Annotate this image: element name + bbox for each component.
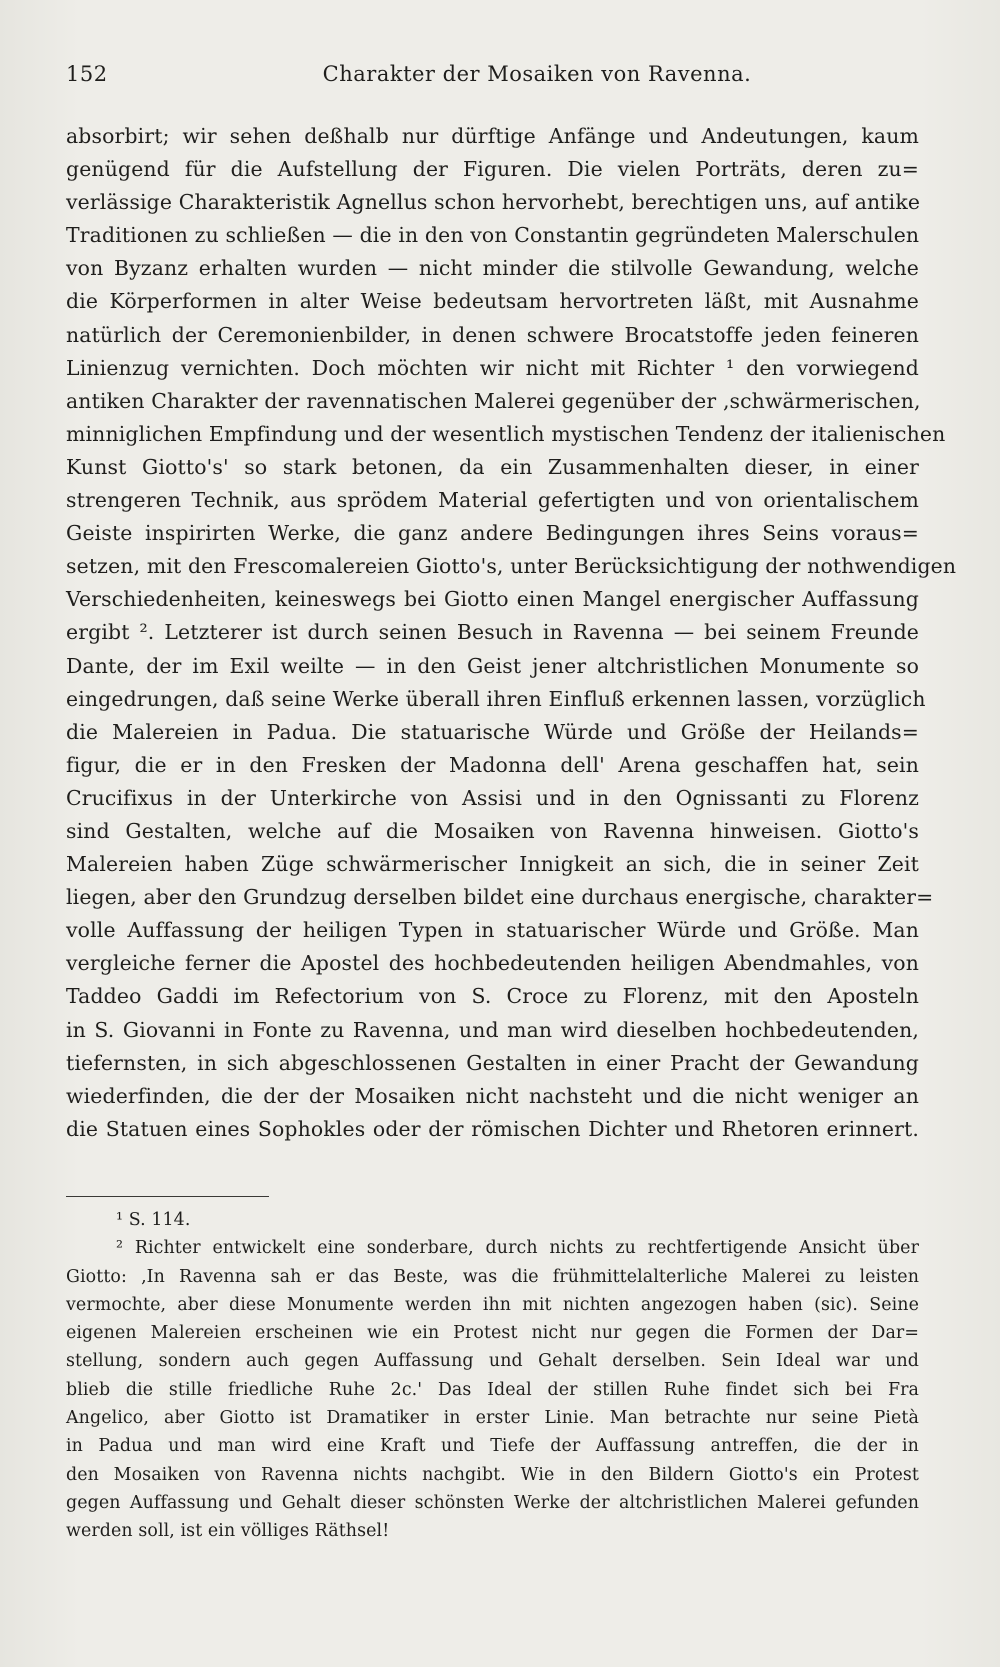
footnote-2-line: blieb die stille friedliche Ruhe 2c.' Das Ideal der stillen Ruhe findet sich bei Fra (66, 1379, 919, 1400)
text-line: in S. Giovanni in Fonte zu Ravenna, und man wird dieselben hochbedeutenden, (66, 1017, 919, 1042)
text-line: Geiste inspirirten Werke, die ganz andere Bedingungen ihres Seins voraus= (66, 521, 919, 546)
footnote-1: ¹ S. 114. (116, 1210, 191, 1230)
text-line: tiefernsten, in sich abgeschlossenen Gestalten in einer Pracht der Gewandung (66, 1050, 919, 1075)
footnote-separator (66, 1196, 269, 1197)
footnote-2-line: den Mosaiken von Ravenna nichts nachgibt. Wie in den Bildern Giotto's ein Protest (66, 1464, 919, 1485)
text-line: Linienzug vernichten. Doch möchten wir nicht mit Richter ¹ den vorwiegend (66, 355, 919, 380)
footnote-2-line: gegen Auffassung und Gehalt dieser schönsten Werke der altchristlichen Malerei gefunden (66, 1492, 919, 1513)
footnote-2-line: Angelico, aber Giotto ist Dramatiker in erster Linie. Man betrachte nur seine Pietà (66, 1408, 919, 1429)
text-line: strengeren Technik, aus sprödem Material gefertigten und von orientalischem (66, 488, 919, 513)
footnote-2-line: werden soll, ist ein völliges Räthsel! (66, 1521, 390, 1542)
text-line: die Körperformen in alter Weise bedeutsam hervortreten läßt, mit Ausnahme (66, 289, 919, 314)
text-line: wiederfinden, die der der Mosaiken nicht nachsteht und die nicht weniger an (66, 1083, 919, 1108)
footnote-2-line: in Padua und man wird eine Kraft und Tiefe der Auffassung antreffen, die der in (66, 1436, 919, 1457)
text-line: die Statuen eines Sophokles oder der römischen Dichter und Rhetoren erinnert. (66, 1116, 919, 1141)
page-number: 152 (66, 62, 108, 86)
text-line: verlässige Charakteristik Agnellus schon hervorhebt, berechtigen uns, auf antike (66, 190, 921, 215)
text-line: minniglichen Empfindung und der wesentlich mystischen Tendenz der italienischen (66, 421, 946, 446)
text-line: vergleiche ferner die Apostel des hochbedeutenden heiligen Abendmahles, von (66, 951, 919, 976)
text-line: eingedrungen, daß seine Werke überall ihren Einfluß erkennen lassen, vorzüglich (66, 686, 926, 711)
running-title: Charakter der Mosaiken von Ravenna. (322, 62, 752, 86)
running-head (66, 62, 948, 98)
footnotes (66, 1206, 919, 1546)
text-line: Verschiedenheiten, keineswegs bei Giotto einen Mangel energischer Auffassung (66, 587, 919, 612)
footnote-2-line: eigenen Malereien erscheinen wie ein Protest nicht nur gegen die Formen der Dar= (66, 1323, 919, 1344)
text-line: figur, die er in den Fresken der Madonna dell' Arena geschaffen hat, sein (66, 752, 919, 777)
text-line: Crucifixus in der Unterkirche von Assisi und in den Ognissanti zu Florenz (66, 785, 919, 810)
text-line: liegen, aber den Grundzug derselben bildet eine durchaus energische, charakter= (66, 885, 934, 910)
text-line: Kunst Giotto's' so stark betonen, da ein Zusammenhalten dieser, in einer (66, 454, 919, 479)
text-line: setzen, mit den Frescomalereien Giotto's, unter Berücksichtigung der nothwendigen (66, 554, 957, 579)
text-line: antiken Charakter der ravennatischen Malerei gegenüber der ‚schwärmerischen, (66, 388, 921, 413)
text-line: Taddeo Gaddi im Refectorium von S. Croce zu Florenz, mit den Aposteln (66, 984, 919, 1009)
text-line: Dante, der im Exil weilte — in den Geist jener altchristlichen Monumente so (66, 653, 919, 678)
text-line: genügend für die Aufstellung der Figuren. Die vielen Porträts, deren zu= (66, 157, 919, 182)
text-line: natürlich der Ceremonienbilder, in denen schwere Brocatstoffe jeden feineren (66, 322, 919, 347)
text-line: absorbirt; wir sehen deßhalb nur dürftige Anfänge und Andeutungen, kaum (66, 124, 919, 148)
text-line: Malereien haben Züge schwärmerischer Innigkeit an sich, die in seiner Zeit (66, 852, 919, 877)
text-line: die Malereien in Padua. Die statuarische Würde und Größe der Heilands= (66, 719, 919, 744)
text-line: volle Auffassung der heiligen Typen in statuarischer Würde und Größe. Man (66, 918, 919, 943)
footnote-2-line: ² Richter entwickelt eine sonderbare, durch nichts zu rechtfertigende Ansicht über (116, 1238, 919, 1259)
footnote-2-line: vermochte, aber diese Monumente werden ihn mit nichten angezogen haben (sic). Seine (66, 1294, 919, 1315)
text-line: ergibt ². Letzterer ist durch seinen Besuch in Ravenna — bei seinem Freunde (66, 620, 919, 645)
main-text (66, 120, 957, 1146)
text-line: von Byzanz erhalten wurden — nicht minder die stilvolle Gewandung, welche (66, 256, 919, 281)
text-line: Traditionen zu schließen — die in den von Constantin gegründeten Malerschulen (66, 223, 920, 248)
text-line: sind Gestalten, welche auf die Mosaiken von Ravenna hinweisen. Giotto's (66, 818, 919, 843)
footnote-2-line: stellung, sondern auch gegen Auffassung und Gehalt derselben. Sein Ideal war und (66, 1351, 919, 1372)
footnote-2-line: Giotto: ‚In Ravenna sah er das Beste, was die frühmittelalterliche Malerei zu leisten (66, 1266, 919, 1287)
